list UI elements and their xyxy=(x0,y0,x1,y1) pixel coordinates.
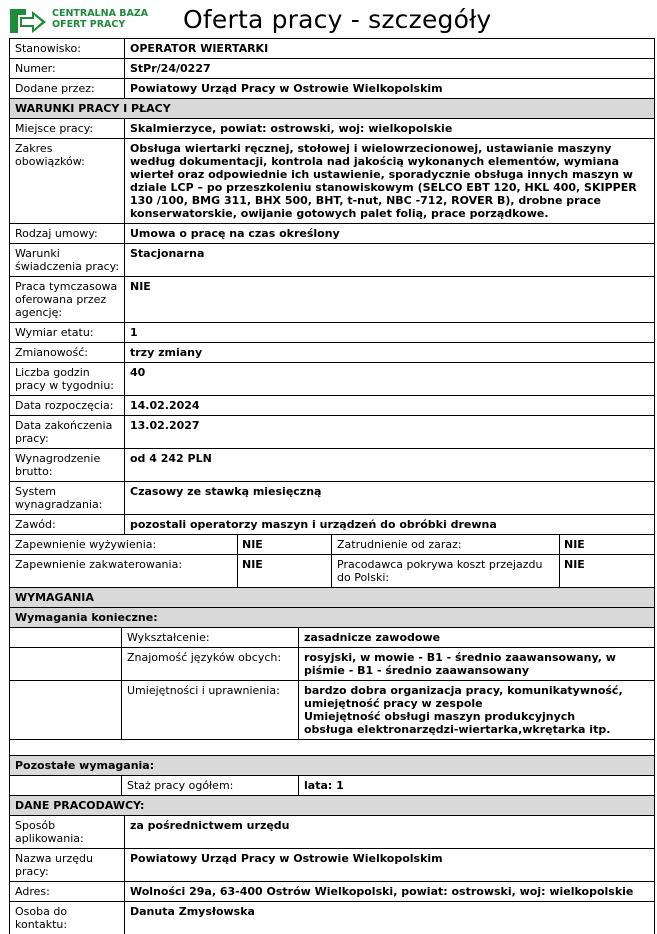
section-heading-pracodawca: DANE PRACODAWCY: xyxy=(10,795,654,815)
field-value: od 4 242 PLN xyxy=(130,452,212,465)
field-label: Data rozpoczęcia: xyxy=(10,396,125,415)
table-row xyxy=(10,534,654,554)
arrow-logo-icon xyxy=(8,7,48,35)
table-row xyxy=(10,322,654,342)
field-value: Wolności 29a, 63-400 Ostrów Wielkopolski, powiat: ostrowski, woj: wielkopolskie xyxy=(130,885,634,898)
field-label: System wynagradzania: xyxy=(10,482,125,514)
table-row xyxy=(10,395,654,415)
logo-line-2: OFERT PRACY xyxy=(52,18,126,30)
field-value: za pośrednictwem urzędu xyxy=(130,819,290,832)
indent-cell xyxy=(10,648,122,680)
indent-cell xyxy=(10,628,122,647)
field-value: Skalmierzyce, powiat: ostrowski, woj: wielkopolskie xyxy=(130,122,453,135)
field-label: Stanowisko: xyxy=(10,39,125,58)
field-value: 14.02.2024 xyxy=(130,399,200,412)
table-row xyxy=(10,481,654,514)
field-label: Nazwa urzędu pracy: xyxy=(10,849,125,881)
field-value: Powiatowy Urząd Pracy w Ostrowie Wielkopolskim xyxy=(130,82,443,95)
field-label: Wykształcenie: xyxy=(122,628,299,647)
table-row xyxy=(10,243,654,276)
table-row xyxy=(10,362,654,395)
table-row xyxy=(10,415,654,448)
page-title: Oferta pracy - szczegóły xyxy=(183,5,492,34)
offer-document xyxy=(9,38,655,934)
table-row xyxy=(10,881,654,901)
section-heading-wymagania: WYMAGANIA xyxy=(10,587,654,607)
requirement-row xyxy=(10,680,654,739)
field-label: Dodane przez: xyxy=(10,79,125,98)
table-row xyxy=(10,342,654,362)
field-value: Obsługa wiertarki ręcznej, stołowej i wielowrzecionowej, ustawianie maszyny według dokumentacji, kontrola nad jakością wykonanych elementów, wymiana wierteł oraz odpowiednie ich ustawienie, sporadycznie obsługa innych maszyn w dziale LCP – po przeszkoleniu stanowiskowym (SELCO EBT 120, HKL 400, SKIPPER 130 /100, BMG 311, BHX 500, BHT, t-nut, NBC -712, ROVER B), drobne prace konserwatorskie, owijanie gotowych palet folią, prace porządkowe. xyxy=(130,142,637,220)
field-label: Adres: xyxy=(10,882,125,901)
indent-cell xyxy=(10,681,122,739)
table-row xyxy=(10,815,654,848)
field-value: zasadnicze zawodowe xyxy=(304,631,441,644)
field-value: NIE xyxy=(130,280,151,293)
field-label: Osoba do kontaktu: xyxy=(10,902,125,934)
requirement-row xyxy=(10,775,654,795)
field-value: 1 xyxy=(130,326,138,339)
field-label: Data zakończenia pracy: xyxy=(10,416,125,448)
indent-cell xyxy=(10,776,122,795)
field-value: rosyjski, w mowie - B1 - średnio zaawansowany, w piśmie - B1 - średnio zaawansowany xyxy=(304,651,616,677)
number-row xyxy=(10,58,654,78)
field-label: Zawód: xyxy=(10,515,125,534)
field-label: Umiejętności i uprawnienia: xyxy=(122,681,299,739)
table-row xyxy=(10,848,654,881)
field-value: Czasowy ze stawką miesięczną xyxy=(130,485,322,498)
field-label: Sposób aplikowania: xyxy=(10,816,125,848)
field-value: NIE xyxy=(238,555,332,587)
subsection-heading-pozostale: Pozostałe wymagania: xyxy=(10,755,654,775)
logo-line-1: CENTRALNA BAZA xyxy=(52,8,149,19)
field-value: Powiatowy Urząd Pracy w Ostrowie Wielkopolskim xyxy=(130,852,443,865)
field-label: Wynagrodzenie brutto: xyxy=(10,449,125,481)
field-label: Zapewnienie wyżywienia: xyxy=(10,535,238,554)
field-value: bardzo dobra organizacja pracy, komunikatywność, umiejętność pracy w zespole Umiejętność obsługi maszyn produkcyjnych obsługa elektronarzędzi-wiertarka,wkrętarka itp. xyxy=(304,684,623,736)
field-value: NIE xyxy=(564,558,585,571)
page-header xyxy=(0,0,657,38)
field-value: lata: 1 xyxy=(304,779,344,792)
field-value: 13.02.2027 xyxy=(130,419,200,432)
field-value: Danuta Zmysłowska xyxy=(130,905,255,918)
field-label: Praca tymczasowa oferowana przez agencję: xyxy=(10,277,125,322)
field-value: pozostali operatorzy maszyn i urządzeń do obróbki drewna xyxy=(130,518,497,531)
field-label: Zatrudnienie od zaraz: xyxy=(332,535,560,554)
position-row xyxy=(10,38,654,58)
field-label: Pracodawca pokrywa koszt przejazdu do Polski: xyxy=(332,555,560,587)
table-row xyxy=(10,276,654,322)
table-row xyxy=(10,901,654,934)
field-label: Miejsce pracy: xyxy=(10,119,125,138)
table-row xyxy=(10,138,654,223)
field-label: Warunki świadczenia pracy: xyxy=(10,244,125,276)
table-row xyxy=(10,448,654,481)
field-value: 40 xyxy=(130,366,146,379)
field-label: Znajomość języków obcych: xyxy=(122,648,299,680)
cbop-logo xyxy=(8,7,158,37)
field-label: Zakres obowiązków: xyxy=(10,139,125,223)
subsection-heading-konieczne: Wymagania konieczne: xyxy=(10,607,654,627)
field-value: Stacjonarna xyxy=(130,247,205,260)
field-label: Zmianowość: xyxy=(10,343,125,362)
requirement-row xyxy=(10,647,654,680)
field-label: Staż pracy ogółem: xyxy=(122,776,299,795)
field-value: NIE xyxy=(564,538,585,551)
field-label: Numer: xyxy=(10,59,125,78)
section-heading-warunki: WARUNKI PRACY I PŁACY xyxy=(10,98,654,118)
added-by-row xyxy=(10,78,654,98)
field-value: OPERATOR WIERTARKI xyxy=(130,42,269,55)
field-label: Rodzaj umowy: xyxy=(10,224,125,243)
table-row xyxy=(10,554,654,587)
field-label: Zapewnienie zakwaterowania: xyxy=(10,555,238,587)
table-row xyxy=(10,223,654,243)
field-value: NIE xyxy=(238,535,332,554)
field-value: StPr/24/0227 xyxy=(130,62,211,75)
field-label: Wymiar etatu: xyxy=(10,323,125,342)
field-value: Umowa o pracę na czas określony xyxy=(130,227,340,240)
logo-text xyxy=(52,9,148,30)
field-label: Liczba godzin pracy w tygodniu: xyxy=(10,363,125,395)
requirement-row xyxy=(10,627,654,647)
table-row xyxy=(10,118,654,138)
spacer-row xyxy=(10,739,654,755)
field-value: trzy zmiany xyxy=(130,346,203,359)
table-row xyxy=(10,514,654,534)
